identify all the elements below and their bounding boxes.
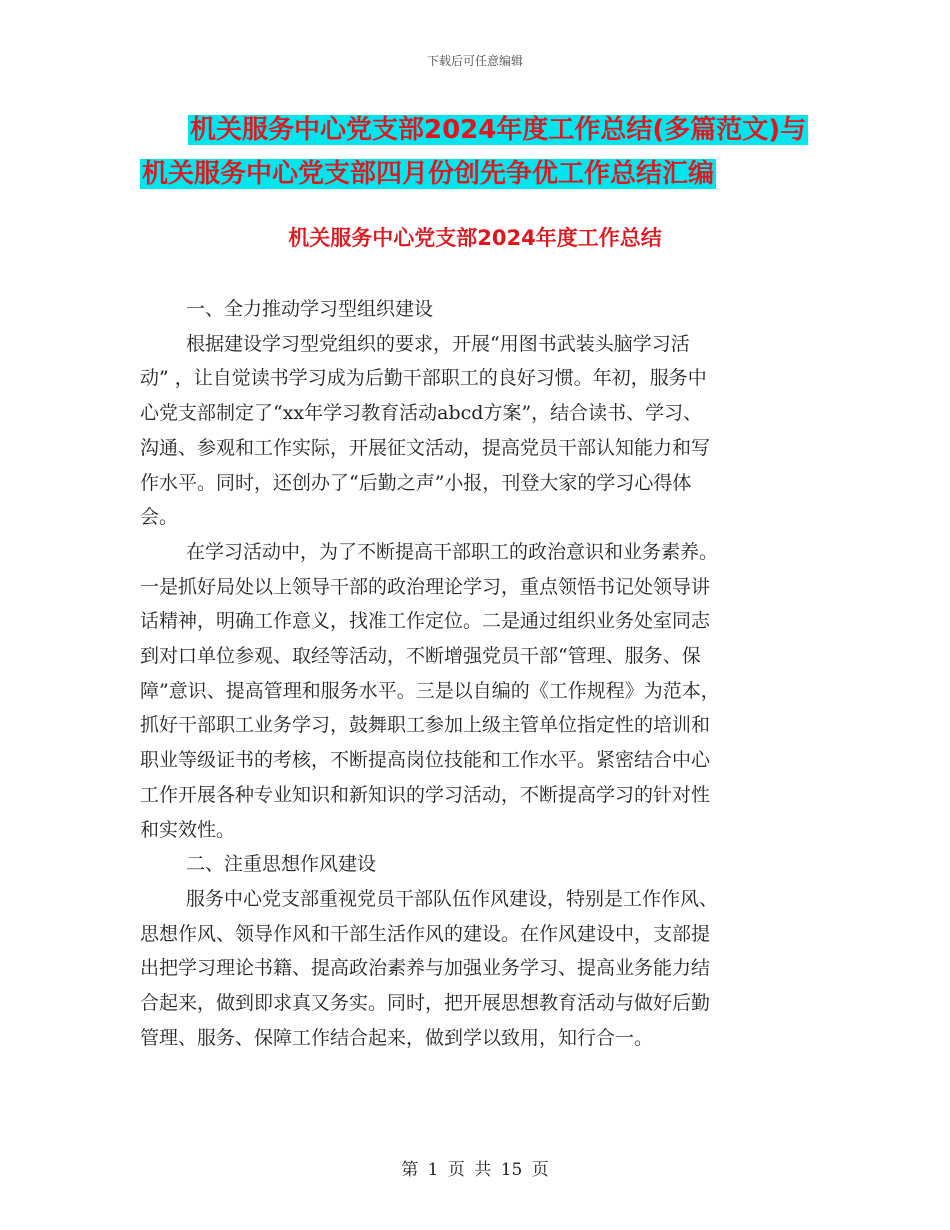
body-line: 动” ，让自觉读书学习成为后勤干部职工的良好习惯。年初，服务中 <box>140 367 707 390</box>
document-title-line-2 <box>140 156 840 192</box>
document-title-line-1 <box>188 112 888 148</box>
body-line: 根据建设学习型党组织的要求，开展“用图书武装头脑学习活 <box>186 332 690 355</box>
body-line: 心党支部制定了“xx年学习教育活动abcd方案”，结合读书、学习、 <box>140 402 703 425</box>
body-line: 和实效性。 <box>140 818 236 841</box>
heading-2: 二、注重思想作风建设 <box>186 853 377 876</box>
body-line: 抓好干部职工业务学习，鼓舞职工参加上级主管单位指定性的培训和 <box>140 714 711 737</box>
body-line: 出把学习理论书籍、提高政治素养与加强业务学习、提高业务能力结 <box>140 957 711 980</box>
body-line: 障”意识、提高管理和服务水平。三是以自编的《工作规程》为范本， <box>140 679 720 702</box>
body-line: 工作开展各种专业知识和新知识的学习活动，不断提高学习的针对性 <box>140 783 711 806</box>
body-line: 在学习活动中，为了不断提高干部职工的政治意识和业务素养。 <box>186 540 719 563</box>
section-title: 机关服务中心党支部2024年度工作总结 <box>288 226 662 250</box>
body-line: 到对口单位参观、取经等活动，不断增强党员干部“管理、服务、保 <box>140 645 701 668</box>
body-line: 沟通、参观和工作实际，开展征文活动，提高党员干部认知能力和写 <box>140 436 711 459</box>
body-line: 思想作风、领导作风和干部生活作风的建设。在作风建设中，支部提 <box>140 922 711 945</box>
header-note: 下载后可任意编辑 <box>426 54 523 68</box>
title-highlight-2: 机关服务中心党支部四月份创先争优工作总结汇编 <box>142 159 715 189</box>
body-line: 职业等级证书的考核，不断提高岗位技能和工作水平。紧密结合中心 <box>140 749 711 772</box>
body-line: 作水平。同时，还创办了“后勤之声”小报，刊登大家的学习心得体 <box>140 471 692 494</box>
body-line: 合起来，做到即求真又务实。同时，把开展思想教育活动与做好后勤 <box>140 992 711 1015</box>
body-line: 一是抓好局处以上领导干部的政治理论学习，重点领悟书记处领导讲 <box>140 575 711 598</box>
body-line: 服务中心党支部重视党员干部队伍作风建设，特别是工作作风、 <box>186 887 719 910</box>
heading-1: 一、全力推动学习型组织建设 <box>186 298 434 320</box>
page-footer: 第 1 页 共 15 页 <box>401 1160 549 1180</box>
document-body <box>140 292 800 1055</box>
body-line: 话精神，明确工作意义，找准工作定位。二是通过组织业务处室同志 <box>140 610 711 633</box>
title-highlight-1: 机关服务中心党支部2024年度工作总结(多篇范文)与 <box>190 115 807 145</box>
body-line: 管理、服务、保障工作结合起来，做到学以致用，知行合一。 <box>140 1026 654 1049</box>
body-line: 会。 <box>140 506 179 529</box>
